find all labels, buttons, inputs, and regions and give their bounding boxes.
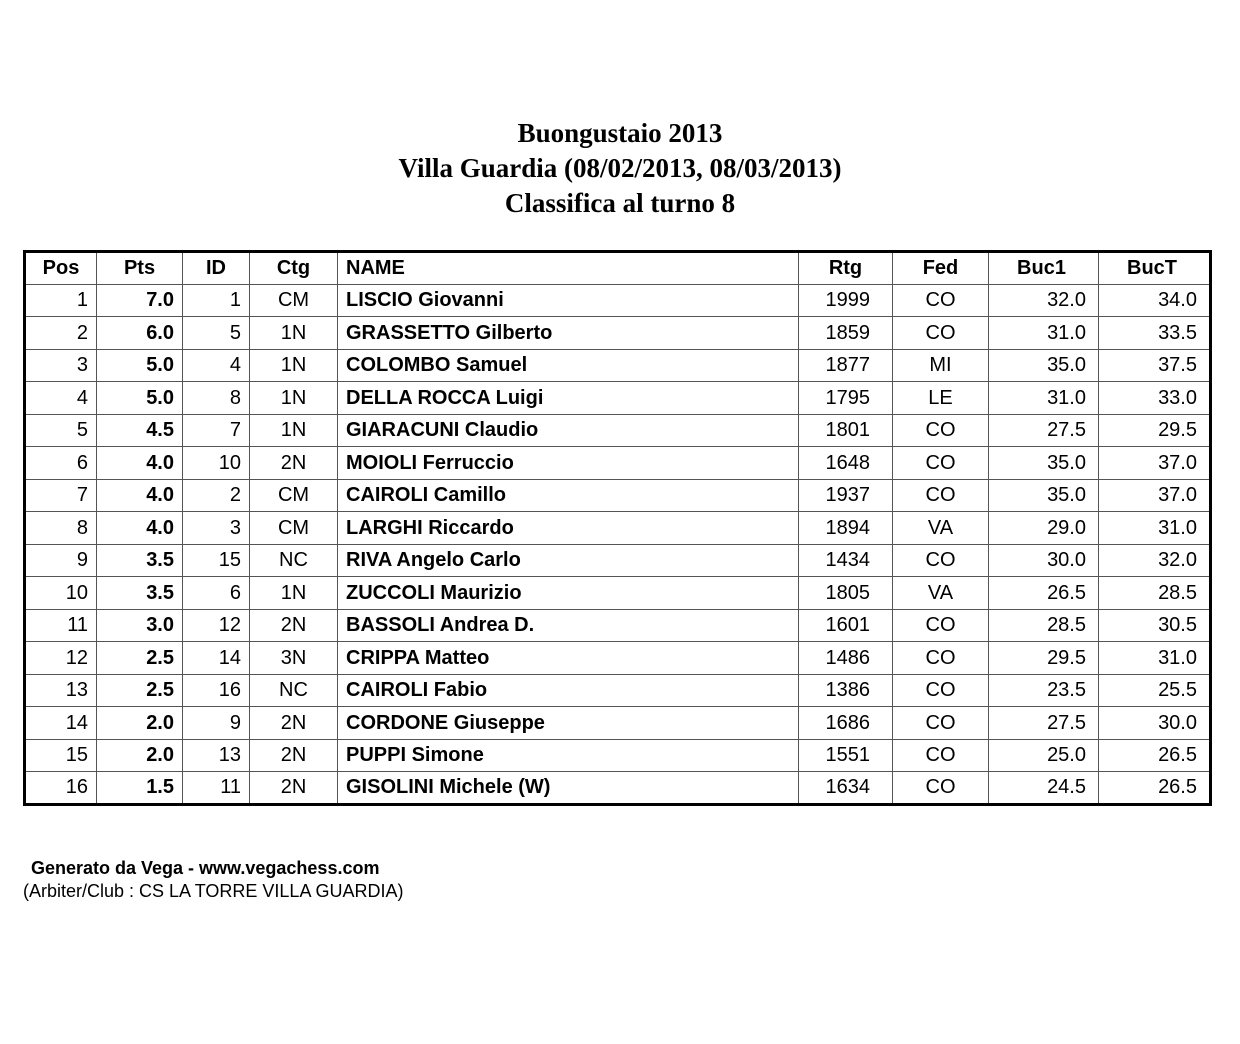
cell-pos: 5 <box>25 414 97 447</box>
cell-ctg: 2N <box>250 739 338 772</box>
cell-buct: 29.5 <box>1099 414 1211 447</box>
tournament-title: Buongustaio 2013 <box>517 118 723 148</box>
cell-ctg: CM <box>250 479 338 512</box>
cell-buc1: 29.0 <box>989 512 1099 545</box>
cell-pts: 2.0 <box>97 707 183 740</box>
cell-fed: CO <box>893 284 989 317</box>
cell-buc1: 24.5 <box>989 772 1099 805</box>
cell-id: 13 <box>183 739 250 772</box>
cell-rtg: 1486 <box>799 642 893 675</box>
table-row <box>25 512 1211 545</box>
cell-id: 1 <box>183 284 250 317</box>
table-row <box>25 284 1211 317</box>
cell-buct: 31.0 <box>1099 512 1211 545</box>
cell-fed: CO <box>893 772 989 805</box>
cell-pos: 7 <box>25 479 97 512</box>
cell-pts: 6.0 <box>97 317 183 350</box>
cell-pts: 3.5 <box>97 577 183 610</box>
column-header-rtg: Rtg <box>799 252 893 285</box>
cell-name: BASSOLI Andrea D. <box>338 609 799 642</box>
cell-fed: VA <box>893 577 989 610</box>
cell-fed: CO <box>893 707 989 740</box>
column-header-buct: BucT <box>1099 252 1211 285</box>
cell-buct: 32.0 <box>1099 544 1211 577</box>
cell-ctg: 2N <box>250 707 338 740</box>
cell-buc1: 26.5 <box>989 577 1099 610</box>
arbiter-club: (Arbiter/Club : CS LA TORRE VILLA GUARDIA) <box>23 881 404 901</box>
table-row <box>25 609 1211 642</box>
standings-table <box>23 250 1212 806</box>
cell-ctg: CM <box>250 512 338 545</box>
cell-fed: CO <box>893 642 989 675</box>
standings-round-title: Classifica al turno 8 <box>504 188 736 218</box>
cell-id: 15 <box>183 544 250 577</box>
column-header-pos: Pos <box>25 252 97 285</box>
cell-pos: 6 <box>25 447 97 480</box>
cell-name: DELLA ROCCA Luigi <box>338 382 799 415</box>
cell-buct: 25.5 <box>1099 674 1211 707</box>
cell-name: PUPPI Simone <box>338 739 799 772</box>
cell-buc1: 31.0 <box>989 317 1099 350</box>
cell-buc1: 31.0 <box>989 382 1099 415</box>
column-header-id: ID <box>183 252 250 285</box>
cell-pts: 4.0 <box>97 479 183 512</box>
cell-ctg: 1N <box>250 414 338 447</box>
cell-rtg: 1551 <box>799 739 893 772</box>
cell-fed: LE <box>893 382 989 415</box>
cell-buc1: 35.0 <box>989 479 1099 512</box>
cell-buct: 28.5 <box>1099 577 1211 610</box>
cell-id: 11 <box>183 772 250 805</box>
cell-rtg: 1894 <box>799 512 893 545</box>
table-row <box>25 544 1211 577</box>
tournament-venue-dates: Villa Guardia (08/02/2013, 08/03/2013) <box>398 153 842 183</box>
cell-ctg: NC <box>250 544 338 577</box>
column-header-buc1: Buc1 <box>989 252 1099 285</box>
cell-pos: 16 <box>25 772 97 805</box>
cell-buct: 26.5 <box>1099 739 1211 772</box>
cell-fed: CO <box>893 739 989 772</box>
cell-pos: 10 <box>25 577 97 610</box>
cell-rtg: 1859 <box>799 317 893 350</box>
table-row <box>25 642 1211 675</box>
cell-pts: 3.5 <box>97 544 183 577</box>
cell-rtg: 1601 <box>799 609 893 642</box>
cell-fed: CO <box>893 447 989 480</box>
cell-rtg: 1634 <box>799 772 893 805</box>
cell-id: 14 <box>183 642 250 675</box>
cell-buc1: 25.0 <box>989 739 1099 772</box>
cell-buc1: 35.0 <box>989 447 1099 480</box>
cell-buc1: 30.0 <box>989 544 1099 577</box>
column-header-pts: Pts <box>97 252 183 285</box>
cell-ctg: 1N <box>250 382 338 415</box>
cell-buc1: 32.0 <box>989 284 1099 317</box>
table-row <box>25 447 1211 480</box>
table-row <box>25 674 1211 707</box>
cell-pts: 2.5 <box>97 642 183 675</box>
generator-credit: Generato da Vega - www.vegachess.com <box>31 858 380 878</box>
cell-pos: 13 <box>25 674 97 707</box>
cell-id: 8 <box>183 382 250 415</box>
cell-buc1: 23.5 <box>989 674 1099 707</box>
cell-buct: 26.5 <box>1099 772 1211 805</box>
cell-id: 7 <box>183 414 250 447</box>
cell-buc1: 27.5 <box>989 707 1099 740</box>
table-row <box>25 414 1211 447</box>
cell-fed: CO <box>893 317 989 350</box>
cell-name: MOIOLI Ferruccio <box>338 447 799 480</box>
cell-id: 10 <box>183 447 250 480</box>
cell-name: RIVA Angelo Carlo <box>338 544 799 577</box>
cell-name: CAIROLI Fabio <box>338 674 799 707</box>
cell-pts: 2.5 <box>97 674 183 707</box>
cell-pos: 14 <box>25 707 97 740</box>
table-row <box>25 577 1211 610</box>
cell-name: GIARACUNI Claudio <box>338 414 799 447</box>
cell-buct: 30.0 <box>1099 707 1211 740</box>
cell-pos: 12 <box>25 642 97 675</box>
cell-buct: 37.0 <box>1099 447 1211 480</box>
cell-rtg: 1434 <box>799 544 893 577</box>
cell-id: 6 <box>183 577 250 610</box>
cell-ctg: 1N <box>250 349 338 382</box>
cell-name: LISCIO Giovanni <box>338 284 799 317</box>
cell-id: 12 <box>183 609 250 642</box>
cell-fed: CO <box>893 414 989 447</box>
cell-rtg: 1801 <box>799 414 893 447</box>
cell-rtg: 1999 <box>799 284 893 317</box>
table-row <box>25 479 1211 512</box>
cell-name: LARGHI Riccardo <box>338 512 799 545</box>
cell-pos: 1 <box>25 284 97 317</box>
cell-pos: 3 <box>25 349 97 382</box>
table-row <box>25 382 1211 415</box>
cell-ctg: 2N <box>250 447 338 480</box>
cell-pos: 2 <box>25 317 97 350</box>
cell-pos: 11 <box>25 609 97 642</box>
cell-id: 2 <box>183 479 250 512</box>
cell-rtg: 1937 <box>799 479 893 512</box>
table-row <box>25 772 1211 805</box>
cell-buct: 37.0 <box>1099 479 1211 512</box>
cell-name: COLOMBO Samuel <box>338 349 799 382</box>
cell-rtg: 1686 <box>799 707 893 740</box>
cell-ctg: 2N <box>250 609 338 642</box>
cell-name: CAIROLI Camillo <box>338 479 799 512</box>
cell-buct: 33.0 <box>1099 382 1211 415</box>
cell-ctg: CM <box>250 284 338 317</box>
cell-name: CRIPPA Matteo <box>338 642 799 675</box>
column-header-name: NAME <box>338 252 799 285</box>
cell-buc1: 35.0 <box>989 349 1099 382</box>
table-row <box>25 707 1211 740</box>
cell-rtg: 1648 <box>799 447 893 480</box>
standings-rows <box>25 284 1211 804</box>
cell-name: GISOLINI Michele (W) <box>338 772 799 805</box>
cell-ctg: 3N <box>250 642 338 675</box>
column-header-ctg: Ctg <box>250 252 338 285</box>
cell-buct: 37.5 <box>1099 349 1211 382</box>
cell-pos: 15 <box>25 739 97 772</box>
cell-name: GRASSETTO Gilberto <box>338 317 799 350</box>
cell-rtg: 1795 <box>799 382 893 415</box>
cell-ctg: 1N <box>250 577 338 610</box>
table-row <box>25 739 1211 772</box>
column-header-fed: Fed <box>893 252 989 285</box>
cell-buct: 33.5 <box>1099 317 1211 350</box>
cell-rtg: 1805 <box>799 577 893 610</box>
cell-pts: 2.0 <box>97 739 183 772</box>
cell-fed: CO <box>893 674 989 707</box>
cell-name: ZUCCOLI Maurizio <box>338 577 799 610</box>
cell-ctg: 2N <box>250 772 338 805</box>
cell-pts: 4.0 <box>97 447 183 480</box>
cell-id: 4 <box>183 349 250 382</box>
cell-id: 16 <box>183 674 250 707</box>
cell-fed: CO <box>893 544 989 577</box>
cell-pos: 4 <box>25 382 97 415</box>
cell-fed: CO <box>893 479 989 512</box>
cell-fed: VA <box>893 512 989 545</box>
cell-ctg: NC <box>250 674 338 707</box>
table-row <box>25 317 1211 350</box>
cell-buc1: 27.5 <box>989 414 1099 447</box>
cell-buc1: 28.5 <box>989 609 1099 642</box>
cell-buc1: 29.5 <box>989 642 1099 675</box>
cell-id: 3 <box>183 512 250 545</box>
cell-pts: 4.0 <box>97 512 183 545</box>
cell-pts: 5.0 <box>97 382 183 415</box>
cell-fed: CO <box>893 609 989 642</box>
cell-buct: 34.0 <box>1099 284 1211 317</box>
cell-buct: 31.0 <box>1099 642 1211 675</box>
cell-rtg: 1877 <box>799 349 893 382</box>
cell-ctg: 1N <box>250 317 338 350</box>
cell-pts: 4.5 <box>97 414 183 447</box>
cell-pts: 5.0 <box>97 349 183 382</box>
cell-name: CORDONE Giuseppe <box>338 707 799 740</box>
cell-fed: MI <box>893 349 989 382</box>
cell-pts: 1.5 <box>97 772 183 805</box>
cell-rtg: 1386 <box>799 674 893 707</box>
cell-pos: 8 <box>25 512 97 545</box>
cell-pos: 9 <box>25 544 97 577</box>
table-row <box>25 349 1211 382</box>
cell-buct: 30.5 <box>1099 609 1211 642</box>
cell-pts: 3.0 <box>97 609 183 642</box>
cell-pts: 7.0 <box>97 284 183 317</box>
cell-id: 9 <box>183 707 250 740</box>
table-header-row <box>25 252 1211 285</box>
cell-id: 5 <box>183 317 250 350</box>
